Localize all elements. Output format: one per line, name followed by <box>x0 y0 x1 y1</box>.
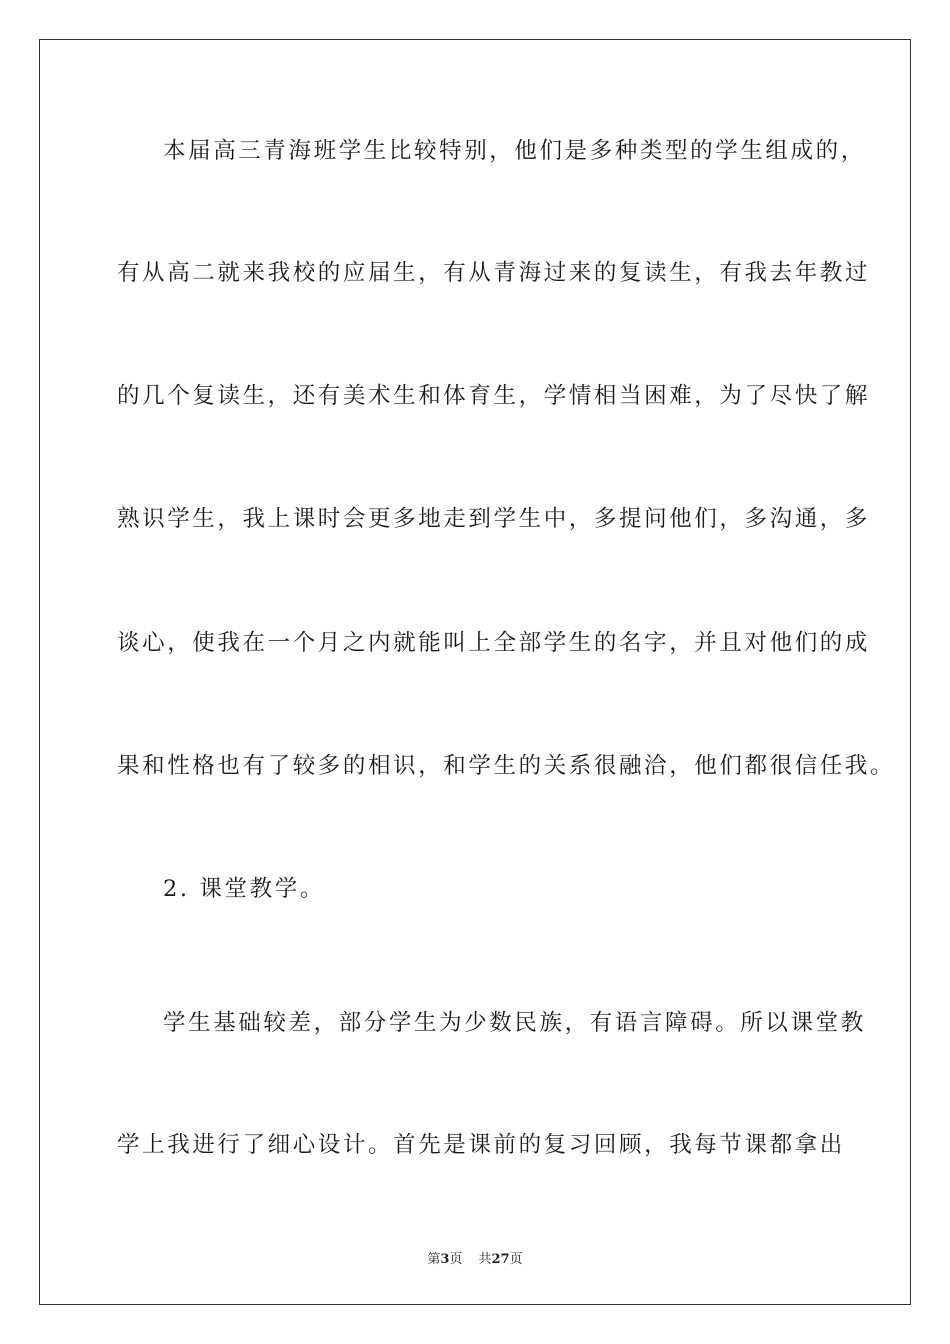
text-line-4: 熟识学生，我上课时会更多地走到学生中，多提问他们，多沟通，多 <box>117 506 871 532</box>
footer-prefix: 第 <box>427 1252 441 1267</box>
page-border <box>39 39 911 1305</box>
footer-total-unit: 页 <box>509 1252 523 1267</box>
footer-current-page: 3 <box>440 1252 450 1267</box>
footer-page-unit: 页 <box>449 1252 463 1267</box>
text-line-2: 有从高二就来我校的应届生，有从青海过来的复读生，有我去年教过 <box>117 260 871 286</box>
text-line-3: 的几个复读生，还有美术生和体育生，学情相当困难，为了尽快了解 <box>117 383 871 409</box>
text-line-5: 谈心，使我在一个月之内就能叫上全部学生的名字，并且对他们的成 <box>117 630 871 656</box>
footer-total-prefix: 共 <box>478 1252 492 1267</box>
footer-total-pages: 27 <box>491 1252 510 1267</box>
text-line-9: 学上我进行了细心设计。首先是课前的复习回顾，我每节课都拿出 <box>117 1132 845 1158</box>
page-footer <box>0 1248 950 1267</box>
text-line-6: 果和性格也有了较多的相识，和学生的关系很融洽，他们都很信任我。 <box>117 753 896 779</box>
text-line-8: 学生基础较差，部分学生为少数民族，有语言障碍。所以课堂教 <box>163 1010 866 1036</box>
section-heading: 2. 课堂教学。 <box>163 876 325 902</box>
text-line-1: 本届高三青海班学生比较特别，他们是多种类型的学生组成的， <box>163 138 866 164</box>
